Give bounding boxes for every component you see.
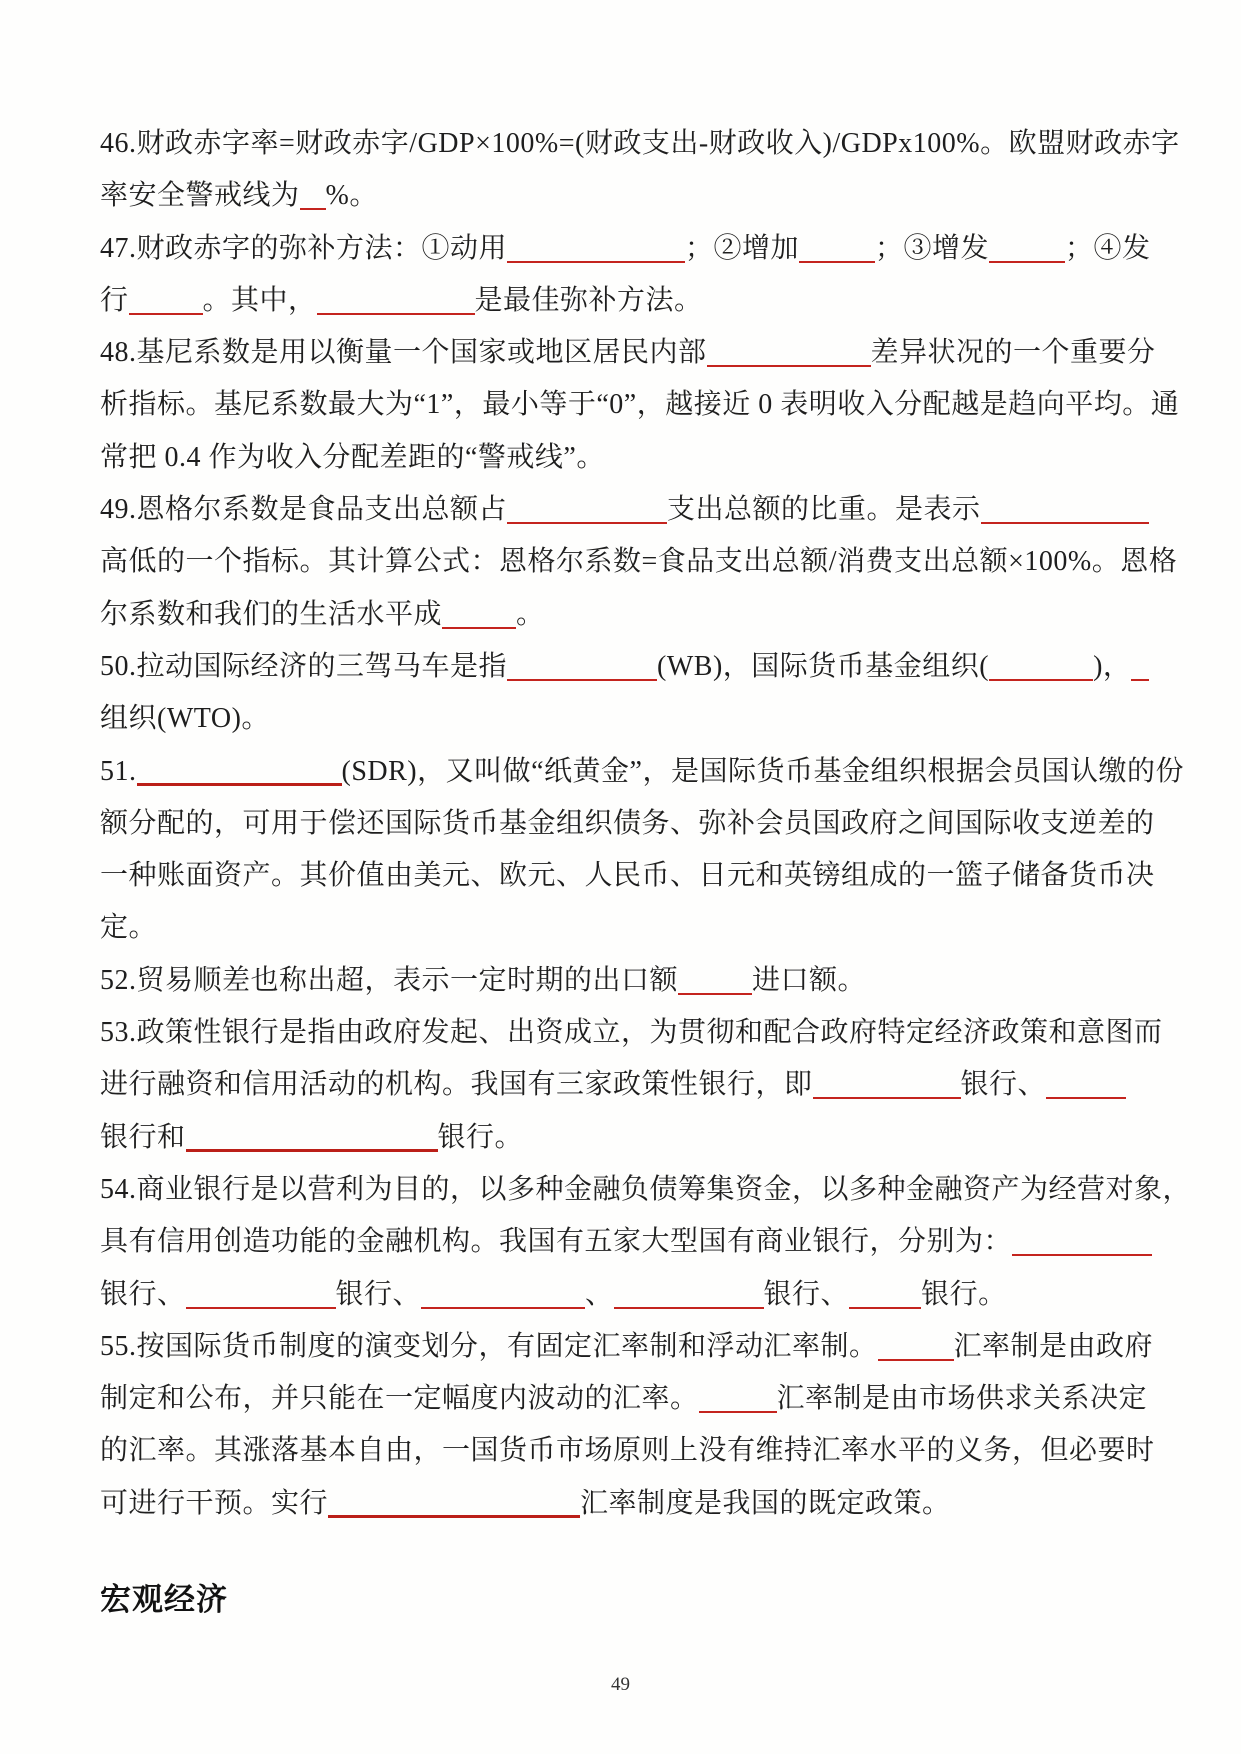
document-line (100, 1112, 1146, 1164)
document-line (100, 746, 1184, 798)
document-line (100, 955, 1146, 1007)
blank-underline (137, 778, 342, 786)
document-line (100, 1007, 1163, 1059)
document-line (100, 1059, 1146, 1111)
text-run: %。 (325, 180, 378, 212)
text-run: 支出总额的比重。是表示 (667, 494, 981, 526)
document-line (100, 850, 1155, 902)
blank-underline (507, 517, 667, 524)
question-paragraph (100, 327, 1180, 484)
section-heading: 宏观经济 (100, 1582, 228, 1618)
text-run: 一种账面资产。其价值由美元、欧元、人民币、日元和英镑组成的一篮子储备货币决 (100, 860, 1155, 892)
blank-underline (707, 360, 871, 367)
text-run: 47.财政赤字的弥补方法：①动用 (100, 232, 508, 264)
document-line (100, 1478, 1146, 1530)
question-paragraph (100, 484, 1178, 641)
page-number: 49 (611, 1674, 630, 1695)
blank-underline (678, 988, 752, 995)
question-paragraph (100, 118, 1180, 223)
text-run: 组织(WTO)。 (100, 703, 270, 735)
text-run: 53.政策性银行是指由政府发起、出资成立，为贯彻和配合政府特定经济政策和意图而 (100, 1017, 1163, 1049)
document-line (100, 536, 1178, 588)
blank-underline (186, 1302, 336, 1309)
document-line (100, 1373, 1146, 1425)
text-run: 。其中， (202, 284, 317, 316)
text-run: ；④发 (1065, 232, 1151, 264)
blank-underline (878, 1354, 954, 1361)
document-line (100, 902, 1146, 954)
text-run: 银行和 (100, 1121, 186, 1153)
blank-underline (317, 308, 475, 315)
blank-underline (186, 1144, 438, 1152)
text-run: 46.财政赤字率=财政赤字/GDP×100%=(财政支出-财政收入)/GDPx100%。欧盟财政赤字 (100, 128, 1180, 159)
text-run: 具有信用创造功能的金融机构。我国有五家大型国有商业银行，分别为： (100, 1226, 1013, 1258)
blank-underline (129, 308, 203, 315)
blank-underline (799, 256, 875, 263)
text-run: 常把 0.4 作为收入分配差距的“警戒线”。 (100, 441, 605, 473)
text-run: 银行。 (921, 1278, 1007, 1310)
document-line (100, 275, 1146, 327)
text-run: ；②增加 (685, 232, 800, 264)
blank-underline (421, 1302, 585, 1309)
document-line (100, 589, 1146, 641)
question-paragraph (100, 641, 1146, 746)
text-run: 54.商业银行是以营利为目的，以多种金融负债筹集资金，以多种金融资产为经营对象， (100, 1173, 1192, 1205)
document-line (100, 1425, 1155, 1477)
document-line (100, 432, 1146, 484)
document-line (100, 223, 1151, 275)
blank-underline (699, 1406, 777, 1413)
blank-underline (328, 1510, 580, 1518)
text-run: 48.基尼系数是用以衡量一个国家或地区居民内部 (100, 337, 707, 369)
blank-underline (813, 1092, 961, 1099)
text-run: )， (1093, 650, 1132, 682)
text-run: 。 (516, 598, 545, 630)
document-line (100, 641, 1146, 693)
blank-underline (507, 256, 685, 263)
text-run: 制定和公布，并只能在一定幅度内波动的汇率。 (100, 1383, 699, 1415)
question-paragraph (100, 1164, 1192, 1321)
question-paragraph (100, 746, 1184, 955)
document-line (100, 1216, 1146, 1268)
text-run: 的汇率。其涨落基本自由，一国货币市场原则上没有维持汇率水平的义务，但必要时 (100, 1435, 1155, 1467)
blank-underline (1046, 1092, 1126, 1099)
document-line (100, 327, 1156, 379)
text-run: 49.恩格尔系数是食品支出总额占 (100, 494, 508, 526)
text-run: 率安全警戒线为 (100, 180, 300, 212)
text-run: 汇率制度是我国的既定政策。 (580, 1487, 951, 1519)
text-run: 银行、 (100, 1278, 186, 1310)
text-run: 可进行干预。实行 (100, 1487, 329, 1519)
document-line (100, 1164, 1192, 1216)
text-run: 银行、 (763, 1278, 850, 1310)
blank-underline (849, 1302, 921, 1309)
text-run: 51. (100, 755, 137, 787)
question-paragraph (100, 955, 1146, 1007)
question-paragraph (100, 1007, 1163, 1164)
text-run: 50.拉动国际经济的三驾马车是指 (100, 650, 508, 682)
blank-underline (989, 256, 1065, 263)
document-line (100, 484, 1146, 536)
document-line (100, 798, 1155, 850)
text-run: 尔系数和我们的生活水平成 (100, 598, 443, 630)
text-run: 行 (100, 284, 129, 316)
document-line (100, 118, 1180, 170)
text-run: 额分配的，可用于偿还国际货币基金组织债务、弥补会员国政府之间国际收支逆差的 (100, 807, 1155, 839)
page-content (100, 118, 1192, 1619)
text-run: ；③增发 (875, 232, 990, 264)
text-run: 55.按国际货币制度的演变划分，有固定汇率制和浮动汇率制。 (100, 1330, 878, 1362)
text-run: 高低的一个指标。其计算公式：恩格尔系数=食品支出总额/消费支出总额×100%。恩格 (100, 546, 1178, 578)
blank-underline (507, 674, 657, 681)
blank-underline (614, 1302, 764, 1309)
text-run: 52.贸易顺差也称出超，表示一定时期的出口额 (100, 964, 679, 996)
text-run: 汇率制是由市场供求关系决定 (776, 1383, 1148, 1415)
text-run: 汇率制是由政府 (953, 1330, 1154, 1362)
blank-underline (442, 622, 516, 629)
questions-block (100, 118, 1192, 1530)
document-line (100, 1269, 1146, 1321)
blank-underline (1131, 674, 1149, 681)
text-run: 银行、 (960, 1069, 1047, 1101)
text-run: 进口额。 (752, 964, 867, 996)
question-paragraph (100, 223, 1151, 328)
blank-underline (981, 517, 1149, 524)
text-run: 银行。 (437, 1121, 524, 1153)
blank-underline (300, 203, 326, 210)
text-run: 、 (585, 1278, 614, 1310)
text-run: 是最佳弥补方法。 (474, 284, 703, 316)
text-run: 进行融资和信用活动的机构。我国有三家政策性银行，即 (100, 1069, 813, 1101)
text-run: 定。 (100, 912, 158, 944)
document-line (100, 1321, 1154, 1373)
text-run: 差异状况的一个重要分 (870, 337, 1156, 369)
blank-underline (989, 674, 1093, 681)
text-run: 银行、 (335, 1278, 422, 1310)
question-paragraph (100, 1321, 1155, 1530)
text-run: 析指标。基尼系数最大为“1”，最小等于“0”，越接近 0 表明收入分配越是趋向平均。通 (100, 389, 1180, 421)
document-line (100, 170, 1146, 222)
text-run: (WB)，国际货币基金组织( (657, 650, 990, 682)
document-line (100, 379, 1180, 431)
document-line (100, 693, 1146, 745)
blank-underline (1012, 1249, 1152, 1256)
text-run: (SDR)，又叫做“纸黄金”，是国际货币基金组织根据会员国认缴的份 (341, 755, 1184, 787)
